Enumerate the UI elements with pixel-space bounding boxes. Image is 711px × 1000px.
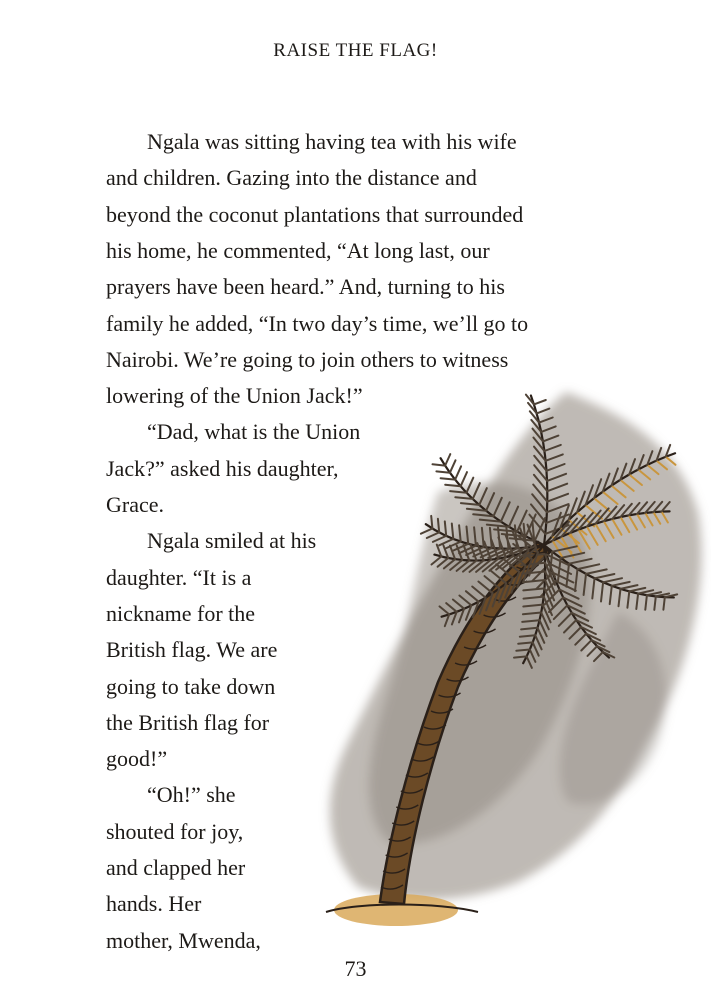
palm-tree-illustration bbox=[318, 382, 711, 942]
text-line: Grace. bbox=[106, 492, 165, 517]
text-line: Ngala smiled at his bbox=[147, 528, 317, 554]
text-line: beyond the coconut plantations that surrounded bbox=[106, 201, 524, 227]
text-line: British flag. We are bbox=[106, 637, 278, 663]
text-line: his home, he commented, “At long last, our bbox=[106, 237, 490, 263]
text-line: Jack?” asked his daughter, bbox=[106, 455, 339, 481]
text-line: prayers have been heard.” And, turning to his bbox=[106, 274, 505, 300]
text-line: the British flag for bbox=[106, 709, 270, 735]
text-line: Nairobi. We’re going to join others to witness bbox=[106, 346, 509, 372]
text-line: family he added, “In two day’s time, we’ll go to bbox=[106, 310, 529, 336]
watercolor-wash bbox=[330, 392, 702, 900]
text-line: “Oh!” she bbox=[147, 782, 236, 808]
text-line: Ngala was sitting having tea with his wife bbox=[147, 129, 517, 154]
text-line: daughter. “It is a bbox=[106, 564, 252, 590]
text-line: lowering of the Union Jack!” bbox=[106, 383, 363, 409]
page-header: RAISE THE FLAG! bbox=[273, 40, 438, 61]
page-number: 73 bbox=[344, 956, 367, 981]
text-line: and children. Gazing into the distance and bbox=[106, 165, 477, 191]
text-line: nickname for the bbox=[106, 600, 256, 626]
text-line: hands. Her bbox=[106, 891, 202, 917]
text-line: “Dad, what is the Union bbox=[147, 419, 361, 445]
text-line: mother, Mwenda, bbox=[106, 927, 261, 953]
text-line: and clapped her bbox=[106, 855, 246, 880]
text-line: shouted for joy, bbox=[106, 818, 244, 844]
text-line: going to take down bbox=[106, 673, 276, 699]
text-line: good!” bbox=[106, 746, 168, 772]
